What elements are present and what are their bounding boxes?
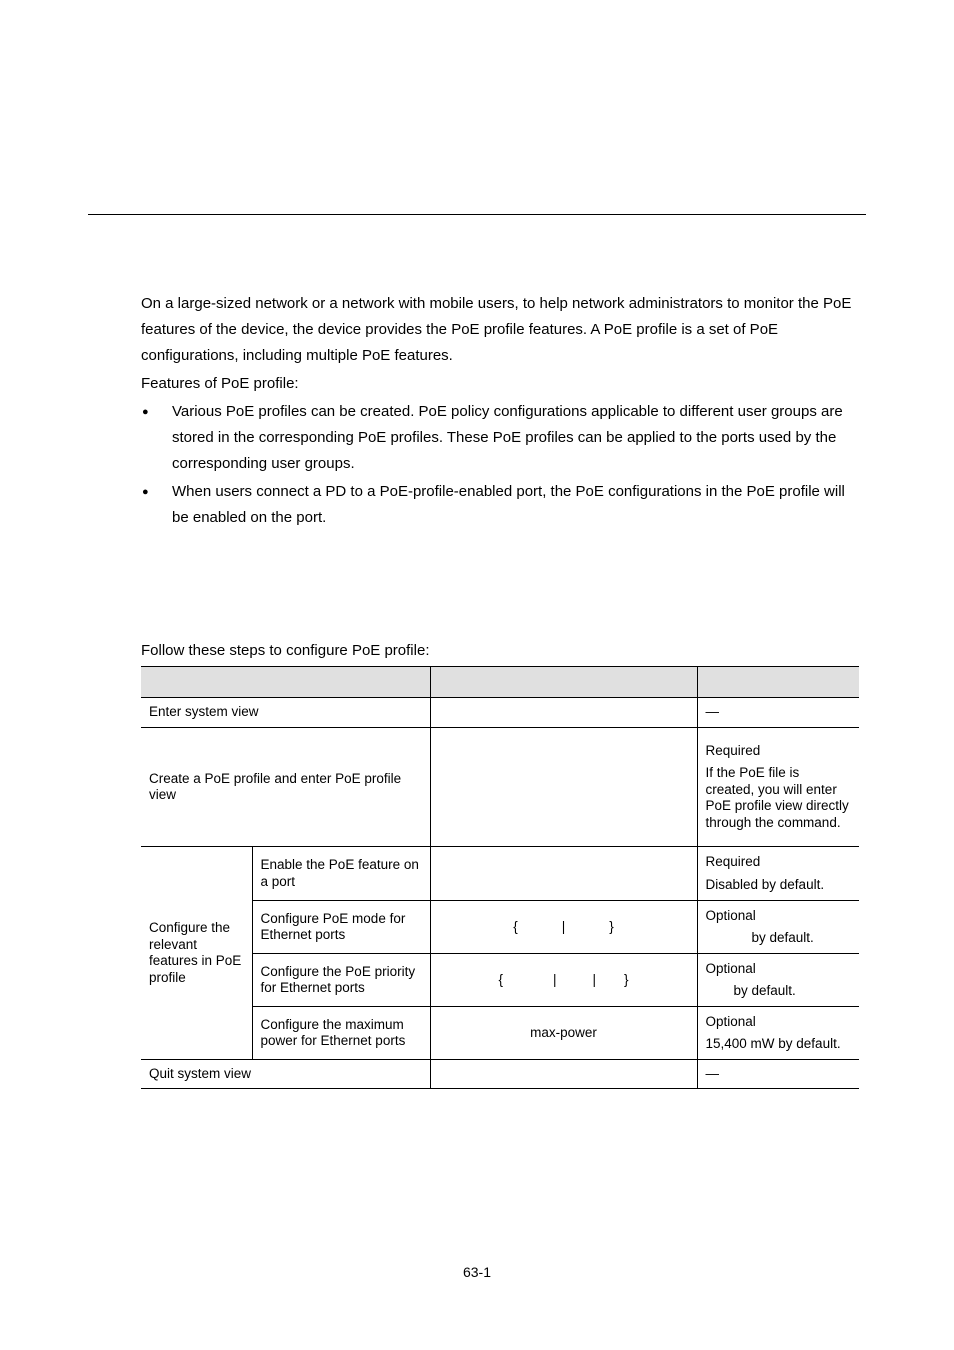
command-cell: { | | } bbox=[430, 954, 697, 1007]
header-command bbox=[430, 667, 697, 698]
table-row bbox=[141, 1060, 859, 1089]
remarks-cell: Required If the PoE file is created, you will enter PoE profile view directly through the command. bbox=[697, 728, 859, 847]
command-cell bbox=[430, 698, 697, 728]
operation-cell: Quit system view bbox=[141, 1060, 430, 1089]
remarks-cell: Optional by default. bbox=[697, 901, 859, 954]
remarks-cell: Required Disabled by default. bbox=[697, 847, 859, 901]
page-number: 63-1 bbox=[462, 1264, 492, 1280]
operation-cell: Create a PoE profile and enter PoE profile view bbox=[141, 728, 430, 847]
bullet-icon: ● bbox=[142, 486, 149, 498]
bullet-icon: ● bbox=[142, 406, 149, 418]
remarks-cell: Optional by default. bbox=[697, 954, 859, 1007]
section-divider bbox=[88, 214, 866, 215]
table-header-row bbox=[141, 667, 859, 698]
operation-cell: Configure the maximum power for Ethernet ports bbox=[252, 1007, 430, 1060]
features-label: Features of PoE profile: bbox=[141, 375, 299, 392]
operation-cell: Enter system view bbox=[141, 698, 430, 728]
command-cell: max-power bbox=[430, 1007, 697, 1060]
remarks-cell: — bbox=[697, 1060, 859, 1089]
table-row bbox=[141, 698, 859, 728]
feature-list bbox=[141, 399, 864, 533]
command-cell bbox=[430, 728, 697, 847]
command-cell bbox=[430, 1060, 697, 1089]
operation-cell: Configure PoE mode for Ethernet ports bbox=[252, 901, 430, 954]
config-steps-table bbox=[141, 666, 859, 1089]
table-row bbox=[141, 728, 859, 847]
remarks-cell: Optional 15,400 mW by default. bbox=[697, 1007, 859, 1060]
table-row bbox=[141, 847, 859, 901]
command-cell bbox=[430, 847, 697, 901]
header-remarks bbox=[697, 667, 859, 698]
operation-cell: Configure the PoE priority for Ethernet ports bbox=[252, 954, 430, 1007]
steps-intro: Follow these steps to configure PoE profile: bbox=[141, 642, 430, 659]
header-operation bbox=[141, 667, 430, 698]
operation-cell: Enable the PoE feature on a port bbox=[252, 847, 430, 901]
intro-paragraph: On a large-sized network or a network with mobile users, to help network administrators to monitor the PoE features of the device, the device provides the PoE profile features. A PoE profile is a set of PoE configurations, including multiple PoE features. bbox=[141, 295, 852, 364]
list-item: ● When users connect a PD to a PoE-profile-enabled port, the PoE configurations in the PoE profile will be enabled on the port. bbox=[141, 479, 864, 531]
group-label-cell: Configure the relevant features in PoE profile bbox=[141, 847, 252, 1060]
list-item: ● Various PoE profiles can be created. PoE policy configurations applicable to different user groups are stored in the corresponding PoE profiles. These PoE profiles can be applied to the ports used by the corresponding user groups. bbox=[141, 399, 864, 477]
remarks-cell: — bbox=[697, 698, 859, 728]
command-cell: { | } bbox=[430, 901, 697, 954]
